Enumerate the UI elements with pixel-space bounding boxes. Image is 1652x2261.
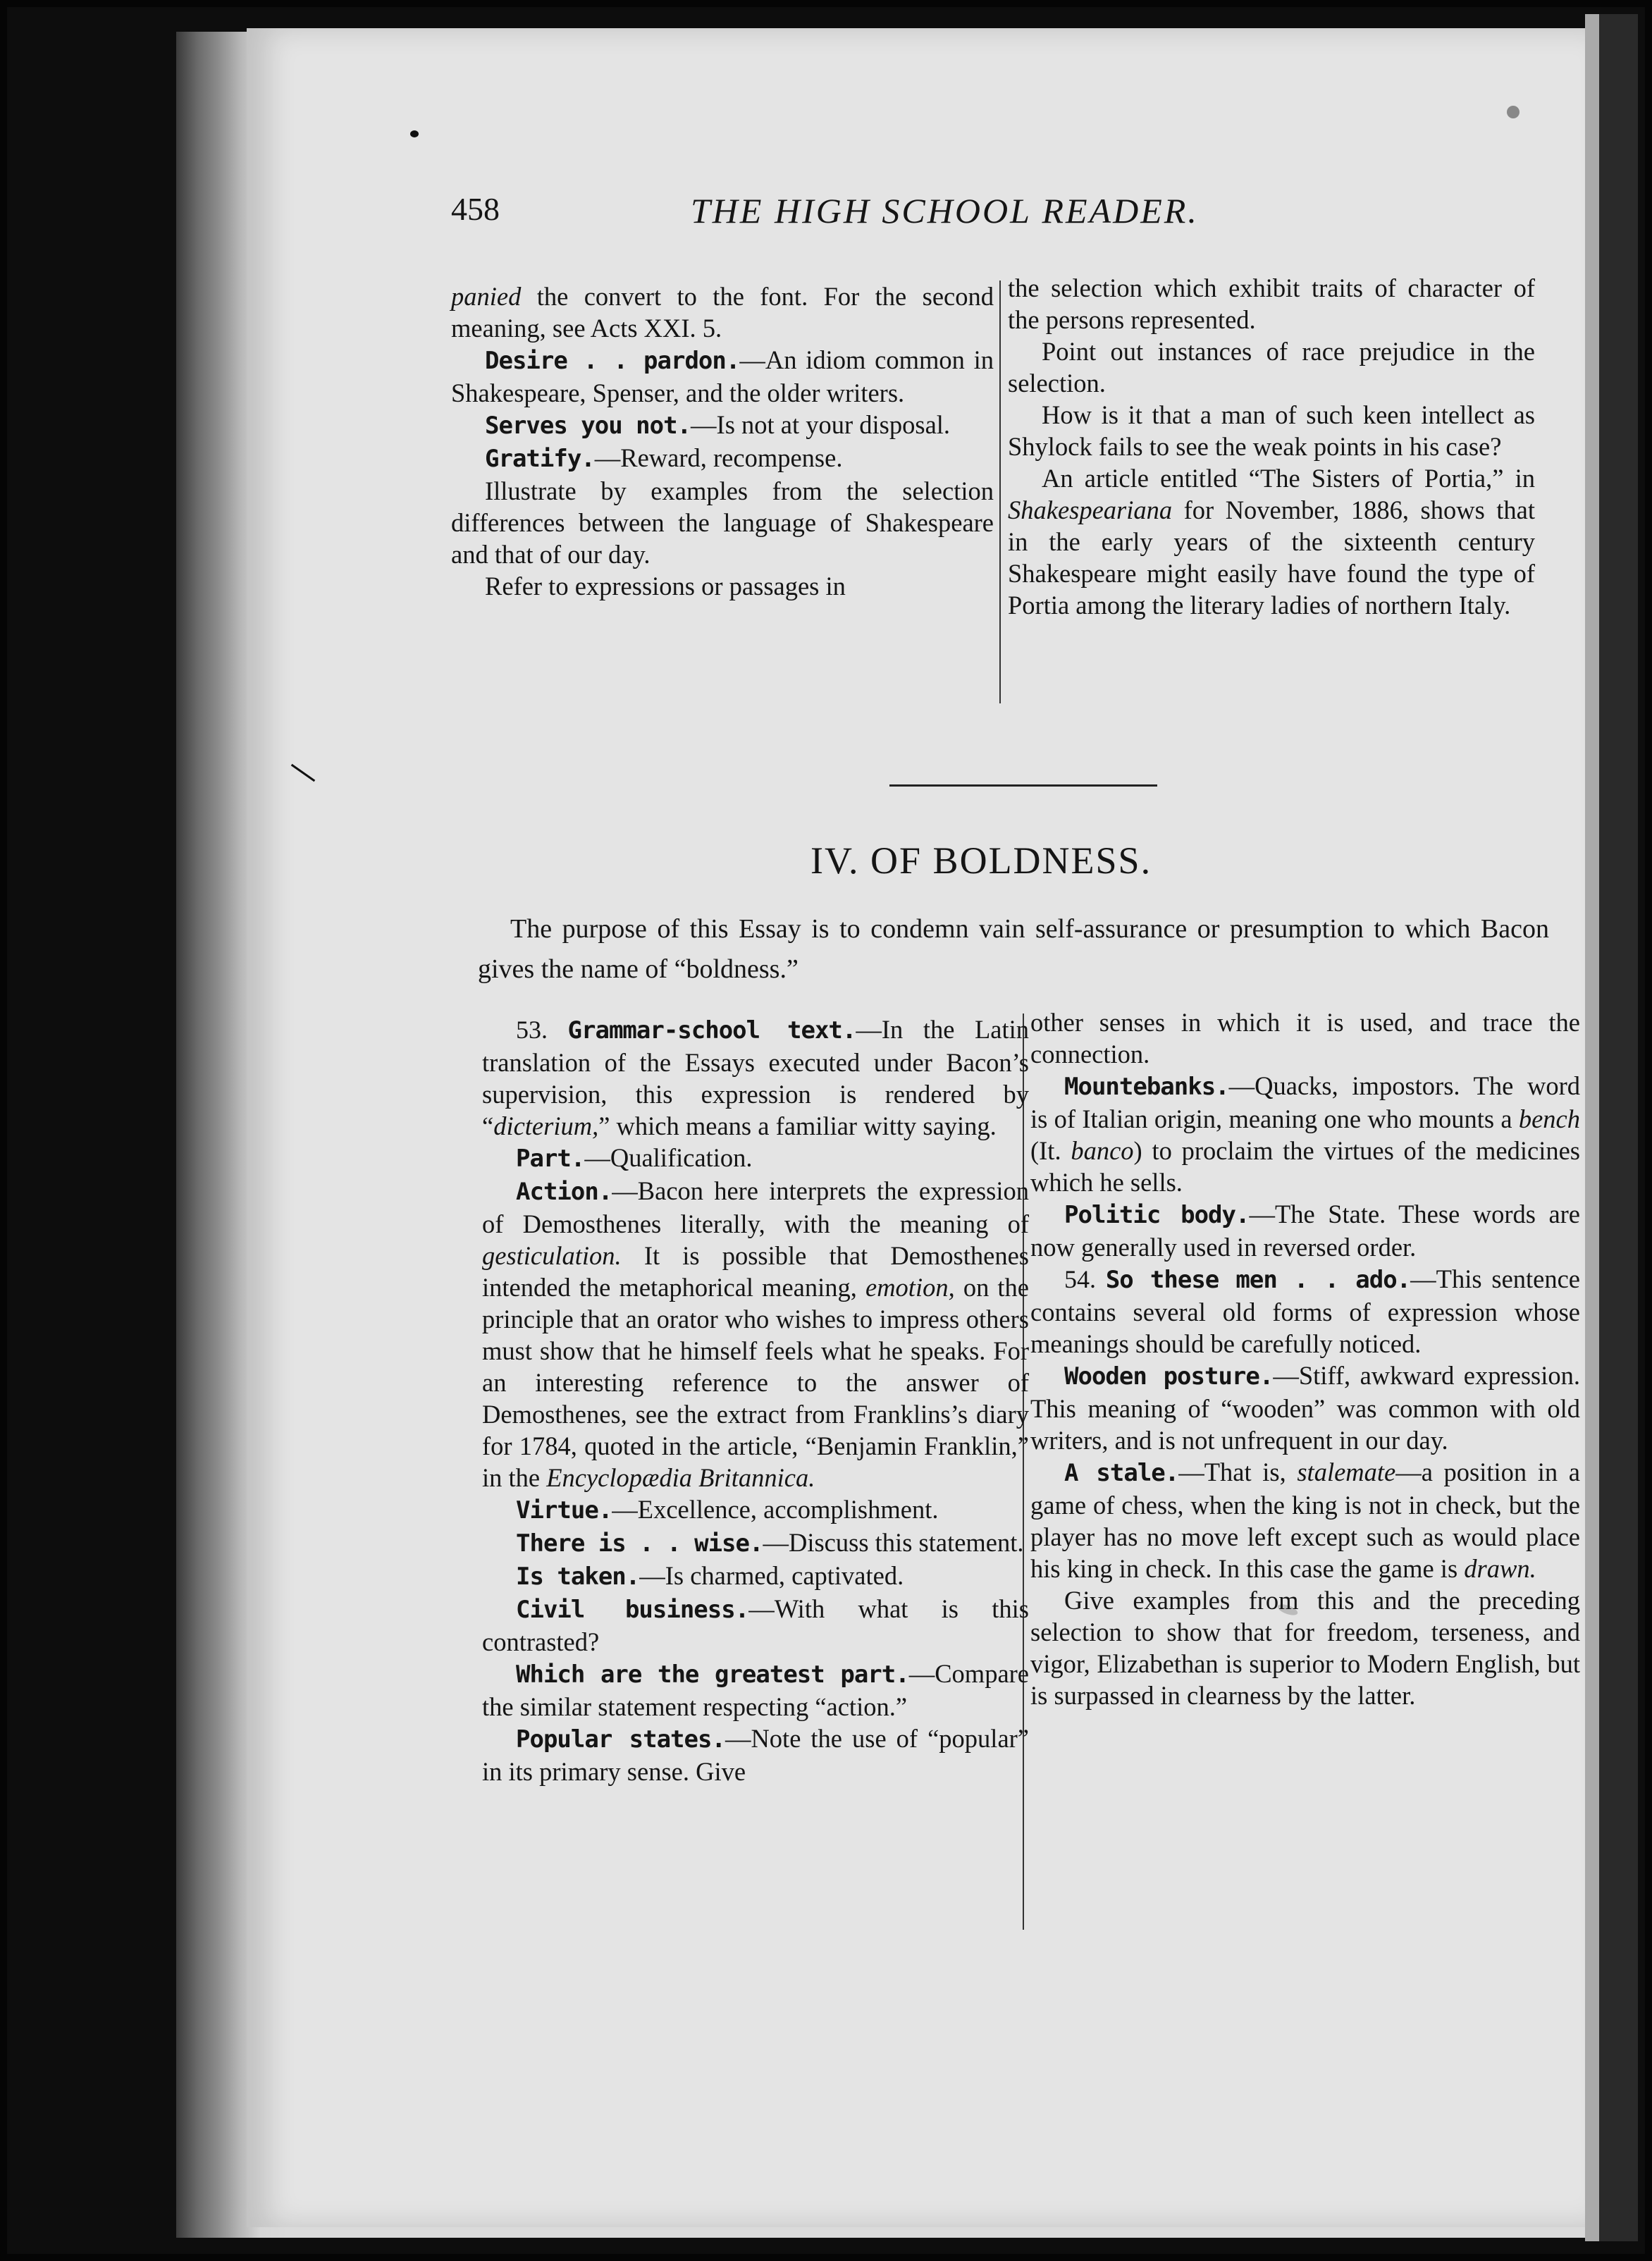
- note-action: Action.—Bacon here interprets the expression of Demosthenes literally, with the meaning of gesticulation. It is possible that Demosthenes intended the metaphorical meaning, emotion, on the principle that an orator who wishes to impress others must show that he himself feels what he speaks. For an interesting reference to the answer of Demosthenes, see the extract from Franklins’s diary for 1784, quoted in the article, “Benjamin Franklin,” in the Encyclopædia Britannica.: [482, 1176, 1030, 1492]
- note-mountebanks: Mountebanks.—Quacks, impostors. The word is of Italian origin, meaning one who mounts a bench (It. banco) to proclaim the virtues of the medicines which he sells.: [1030, 1071, 1581, 1197]
- note-politic-body: Politic body.—The State. These words are now generally used in reversed order.: [1030, 1200, 1580, 1262]
- note-desire-pardon: Desire . . pardon.—An idiom common in Shakespeare, Spenser, and the older writers.: [451, 345, 994, 407]
- column-rule-top: [999, 281, 1001, 703]
- running-head: [451, 190, 1311, 240]
- note-continued-right: other senses in which it is used, and trace the connection.: [1030, 1008, 1580, 1068]
- note-greatest-part: Which are the greatest part.—Compare the similar statement respecting “action.”: [482, 1659, 1029, 1721]
- note-is-taken: Is taken.—Is charmed, captivated.: [516, 1561, 904, 1591]
- running-title: THE HIGH SCHOOL READER.: [691, 191, 1199, 230]
- note-virtue: Virtue.—Excellence, accomplishment.: [516, 1495, 939, 1524]
- section-intro: The purpose of this Essay is to condemn vain self-assurance or presumption to which Bacon gives the name of “boldness.”: [478, 914, 1549, 984]
- question-race-prejudice: Point out instances of race prejudice in the selection.: [1008, 337, 1535, 398]
- scan-speck: [1507, 106, 1520, 118]
- scan-speck: [410, 130, 419, 137]
- section-divider-rule: [889, 784, 1157, 787]
- note-gratify: Gratify.—Reward, recompense.: [485, 443, 843, 473]
- note-wooden-posture: Wooden posture.—Stiff, awkward expression. This meaning of “wooden” was common with old writers, and is not unfrequent in our day.: [1030, 1361, 1580, 1455]
- note-so-these-men: 54. So these men . . ado.—This sentence contains several old forms of expression whose meanings should be carefully noticed.: [1030, 1264, 1581, 1358]
- question-refer: Refer to expressions or passages in: [485, 572, 846, 600]
- note-grammar-school-text: 53. Grammar-school text.—In the Latin translation of the Essays executed under Bacon’s supervision, this expression is rendered by “dicterium,” which means a familiar witty saying.: [482, 1015, 1029, 1140]
- section-heading: IV. OF BOLDNESS.: [810, 839, 1152, 882]
- notes-bottom-left-column: [482, 1014, 1029, 1787]
- notes-top-left-column: [451, 281, 994, 602]
- note-part: Part.—Qualification.: [516, 1143, 753, 1173]
- book-spine: [1599, 14, 1638, 2241]
- page-number: 458: [451, 191, 500, 227]
- note-sisters-of-portia: An article entitled “The Sisters of Portia,” in Shakespeariana for November, 1886, shows that in the early years of the sixteenth century Shakespeare might easily have found the type of Portia among the literary ladies of northern Italy.: [1008, 464, 1535, 620]
- note-popular-states: Popular states.—Note the use of “popular” in its primary sense. Give: [482, 1724, 1029, 1786]
- question-give-examples: Give examples from this and the preceding selection to show that for freedom, terseness, and vigor, Elizabethan is superior to Modern English, but is surpassed in clearness by the latter.: [1030, 1586, 1580, 1710]
- question-illustrate: Illustrate by examples from the selection differences between the language of Shakespeare and that of our day.: [451, 476, 994, 569]
- note-there-is-wise: There is . . wise.—Discuss this statement.: [516, 1528, 1024, 1558]
- facing-page-edge: [1585, 14, 1599, 2241]
- note-serves-you-not: Serves you not.—Is not at your disposal.: [485, 410, 951, 440]
- note-a-stale: A stale.—That is, stalemate—a position in a game of chess, when the king is not in check, but the player has no move left except such as would place his king in check. In this case the game is drawn.: [1030, 1458, 1580, 1583]
- note-civil-business: Civil business.—With what is this contrasted?: [482, 1594, 1030, 1656]
- question-shylock: How is it that a man of such keen intellect as Shylock fails to see the weak points in his case?: [1008, 400, 1535, 461]
- note-continued: panied the convert to the font. For the second meaning, see Acts XXI. 5.: [451, 282, 994, 343]
- notes-bottom-right-column: [1030, 1006, 1580, 1711]
- notes-top-right-column: [1008, 272, 1535, 621]
- question-continued: the selection which exhibit traits of character of the persons represented.: [1008, 273, 1535, 334]
